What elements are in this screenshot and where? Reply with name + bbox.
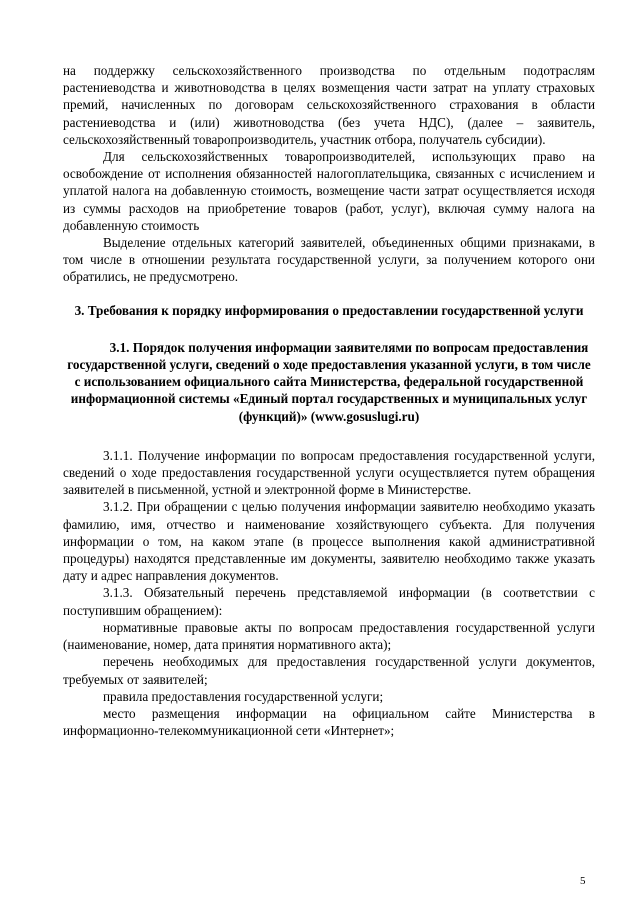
list-item-documents: перечень необходимых для предоставления государственной услуги документов, требуемых от заявителей; [63, 654, 595, 687]
section-3-1-heading: 3.1. Порядок получения информации заявителями по вопросам предоставления государственной услуги, сведений о ходе предоставления указанной услуги, в том числе с использованием официального сайта Министерства, федеральной государственной информационной системы «Единый портал государственных и муниципальных услуг (функций)» (www.gosuslugi.ru) [67, 339, 591, 424]
paragraph-vat-exemption: Для сельскохозяйственных товаропроизводителей, использующих право на освобождение от исполнения обязанностей налогоплательщика, связанных с исчислением и уплатой налога на добавленную стоимость, возмещение части затрат осуществляется исходя из суммы расходов на приобретение товаров (работ, услуг), включая сумму налога на добавленную стоимость [63, 149, 595, 233]
section-3-heading: 3. Требования к порядку информирования о предоставлении государственной услуги [74, 302, 584, 318]
document-page [63, 62, 595, 739]
list-item-website: место размещения информации на официальном сайте Министерства в информационно-телекоммуникационной сети «Интернет»; [63, 705, 595, 739]
list-item-legal-acts: нормативные правовые акты по вопросам предоставления государственной услуги (наименование, номер, дата принятия нормативного акта); [63, 619, 595, 653]
paragraph-3-1-3: 3.1.3. Обязательный перечень представляемой информации (в соответствии с поступившим обращением): [63, 585, 595, 618]
paragraph-3-1-2: 3.1.2. При обращении с целью получения информации заявителю необходимо указать фамилию, имя, отчество и наименование хозяйствующего субъекта. Для получения информации о том, на каком этапе (в процессе выполнения какой административной процедуры) находятся представленные им документы, заявителю необходимо также указать дату и адрес направления документов. [63, 499, 595, 584]
list-item-rules: правила предоставления государственной услуги; [103, 688, 384, 704]
paragraph-3-1-1: 3.1.1. Получение информации по вопросам предоставления государственной услуги, сведений о ходе предоставления государственной услуги осуществляется путем обращения заявителей в письменной, устной и электронной форме в Министерстве. [63, 447, 595, 498]
paragraph-continuation: на поддержку сельскохозяйственного производства по отдельным подотраслям растениеводства и животноводства в целях возмещения части затрат на уплату страховых премий, начисленных по договорам сельскохозяйственного страхования в области растениеводства и (или) животноводства (без учета НДС), (далее – заявитель, сельскохозяйственный товаропроизводитель, участник отбора, получатель субсидии). [63, 63, 595, 147]
paragraph-applicant-categories: Выделение отдельных категорий заявителей, объединенных общими признаками, в том числе в отношении результата государственной услуги, за получением которого они обратились, не предусмотрено. [63, 235, 595, 285]
page-number: 5 [580, 875, 586, 887]
